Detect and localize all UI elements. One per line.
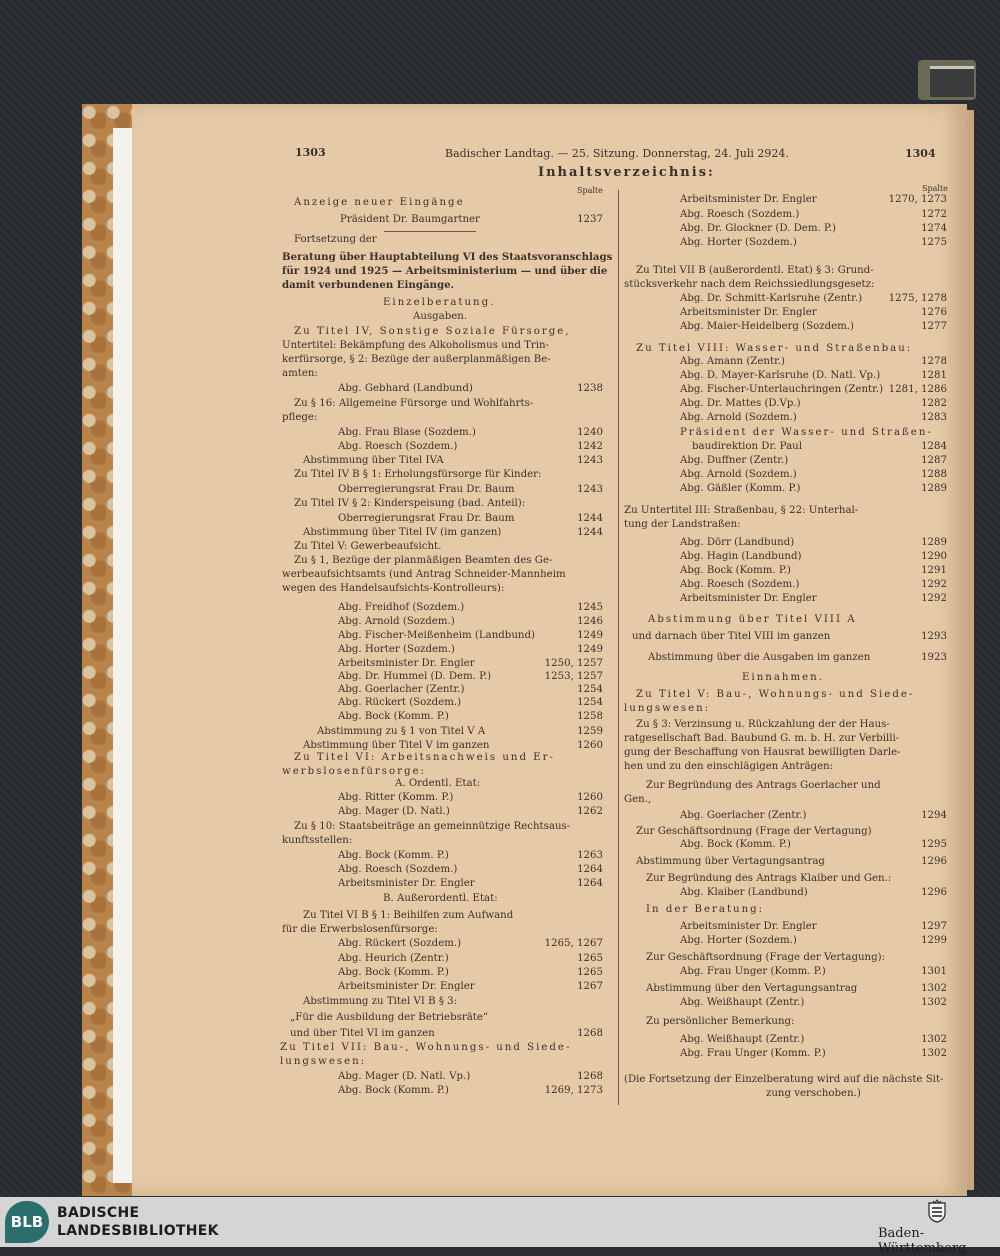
column-divider — [618, 190, 619, 1105]
toc-entry-text: Zu Titel VII B (außerordentl. Etat) § 3: Grund- — [636, 265, 874, 276]
toc-title: Inhaltsverzeichnis: — [538, 165, 715, 180]
toc-entry-text: kerfürsorge, § 2: Bezüge der außerplanmäßigen Be- — [282, 354, 551, 365]
toc-entry-text: Arbeitsminister Dr. Engler — [680, 593, 817, 604]
toc-entry-text: Abg. Dr. Mattes (D.Vp.) — [680, 398, 801, 409]
toc-entry-text: Gen., — [624, 794, 652, 805]
toc-entry-text: Arbeitsminister Dr. Engler — [680, 194, 817, 205]
toc-entry-text: Zu Untertitel III: Straßenbau, § 22: Unterhal- — [624, 505, 859, 516]
toc-entry-text: In der Beratung: — [646, 904, 765, 915]
toc-entry-text: Zu § 3: Verzinsung u. Rückzahlung der der Haus- — [636, 719, 890, 730]
toc-entry-column-number: 1272 — [921, 209, 947, 220]
toc-entry-column-number: 1269, 1273 — [544, 1085, 603, 1096]
toc-entry-text: Zur Begründung des Antrags Klaiber und Gen.: — [646, 873, 892, 884]
toc-entry-text: Präsident der Wasser- und Straßen- — [680, 427, 933, 438]
toc-entry-text: Abg. Klaiber (Landbund) — [680, 887, 808, 898]
toc-entry-text: Zu Titel IV § 2: Kinderspeisung (bad. Anteil): — [294, 498, 526, 509]
toc-entry-column-number: 1249 — [577, 644, 603, 655]
toc-entry-column-number: 1302 — [921, 983, 947, 994]
toc-entry-text: Abg. Rückert (Sozdem.) — [338, 697, 462, 708]
toc-entry-column-number: 1264 — [577, 878, 603, 889]
toc-entry-column-number: 1295 — [921, 839, 947, 850]
toc-entry-text: ratgesellschaft Bad. Baubund G. m. b. H. zur Verbilli- — [624, 733, 900, 744]
toc-entry-column-number: 1254 — [577, 697, 603, 708]
toc-entry-column-number: 1277 — [921, 321, 947, 332]
toc-entry-text: Zu Titel VII: Bau-, Wohnungs- und Siede- — [280, 1042, 572, 1053]
toc-entry-text: für 1924 und 1925 — Arbeitsministerium — und über die — [282, 265, 608, 277]
toc-entry-text: Abg. Roesch (Sozdem.) — [680, 209, 800, 220]
toc-entry-text: Abg. Weißhaupt (Zentr.) — [680, 1034, 805, 1045]
toc-entry-text: hen und zu den einschlägigen Anträgen: — [624, 761, 834, 772]
toc-entry-text: Abg. Bock (Komm. P.) — [338, 967, 449, 978]
footer-bar — [0, 1197, 1000, 1247]
toc-entry-column-number: 1265 — [577, 967, 603, 978]
book-spine-inner — [930, 66, 974, 97]
toc-entry-text: Abg. Dr. Hummel (D. Dem. P.) — [338, 671, 492, 682]
toc-entry-column-number: 1290 — [921, 551, 947, 562]
toc-entry-column-number: 1301 — [921, 966, 947, 977]
toc-entry-text: Abg. Bock (Komm. P.) — [338, 850, 449, 861]
section-rule — [384, 231, 476, 232]
toc-entry-text: Abg. Gebhard (Landbund) — [338, 383, 473, 394]
toc-entry-text: Zu Titel VIII: Wasser- und Straßenbau: — [636, 343, 913, 354]
toc-entry-text: Abg. Ritter (Komm. P.) — [338, 792, 454, 803]
toc-entry-text: Arbeitsminister Dr. Engler — [680, 307, 817, 318]
toc-entry-text: gung der Beschaffung von Hausrat bewilligten Darle- — [624, 747, 901, 758]
toc-entry-text: Abg. Goerlacher (Zentr.) — [680, 810, 807, 821]
column-label-left: Spalte — [577, 186, 603, 195]
toc-entry-column-number: 1237 — [577, 214, 603, 225]
toc-entry-column-number: 1265, 1267 — [544, 938, 603, 949]
toc-entry-column-number: 1291 — [921, 565, 947, 576]
toc-entry-text: und darnach über Titel VIII im ganzen — [632, 631, 831, 642]
toc-entry-column-number: 1268 — [577, 1071, 603, 1082]
toc-entry-column-number: 1267 — [577, 981, 603, 992]
toc-entry-column-number: 1281, 1286 — [888, 384, 947, 395]
toc-entry-text: Abg. Mager (D. Natl.) — [338, 806, 450, 817]
toc-entry-text: Abg. Roesch (Sozdem.) — [680, 579, 800, 590]
toc-entry-column-number: 1260 — [577, 792, 603, 803]
toc-entry-text: lungswesen: — [280, 1056, 367, 1067]
toc-entry-column-number: 1288 — [921, 469, 947, 480]
toc-entry-text: zung verschoben.) — [766, 1088, 861, 1099]
toc-entry-text: Präsident Dr. Baumgartner — [340, 214, 480, 225]
toc-entry-text: kunftsstellen: — [282, 835, 353, 846]
coat-of-arms-icon — [927, 1199, 947, 1223]
toc-entry-text: Abg. Frau Blase (Sozdem.) — [338, 427, 476, 438]
toc-entry-text: Zu Titel VI B § 1: Beihilfen zum Aufwand — [303, 910, 514, 921]
toc-entry-text: Abg. Arnold (Sozdem.) — [680, 412, 797, 423]
toc-entry-text: Abg. Hagin (Landbund) — [680, 551, 802, 562]
toc-entry-text: Abg. Freidhof (Sozdem.) — [338, 602, 465, 613]
toc-entry-text: Abg. Amann (Zentr.) — [680, 356, 786, 367]
toc-entry-text: Abg. Fischer-Meißenheim (Landbund) — [338, 630, 535, 641]
toc-entry-column-number: 1275, 1278 — [888, 293, 947, 304]
toc-entry-text: Zur Geschäftsordnung (Frage der Vertagung) — [636, 826, 872, 837]
toc-entry-text: Abg. Roesch (Sozdem.) — [338, 441, 458, 452]
toc-entry-text: Einzelberatung. — [383, 297, 496, 308]
toc-entry-text: Abg. D. Mayer-Karlsruhe (D. Natl. Vp.) — [680, 370, 881, 381]
toc-entry-text: Abstimmung über Titel IV (im ganzen) — [303, 527, 502, 538]
state-name: Baden-Württemberg — [878, 1226, 967, 1256]
toc-entry-text: damit verbundenen Eingänge. — [282, 279, 455, 291]
toc-entry-column-number: 1243 — [577, 484, 603, 495]
toc-entry-text: Abg. Maier-Heidelberg (Sozdem.) — [680, 321, 855, 332]
toc-entry-column-number: 1242 — [577, 441, 603, 452]
toc-entry-text: werbeaufsichtsamts (und Antrag Schneider-Mannheim — [282, 569, 566, 580]
toc-entry-column-number: 1281 — [921, 370, 947, 381]
toc-entry-text: Abg. Roesch (Sozdem.) — [338, 864, 458, 875]
toc-entry-column-number: 1289 — [921, 537, 947, 548]
toc-entry-text: und über Titel VI im ganzen — [290, 1028, 435, 1039]
toc-entry-text: Beratung über Hauptabteilung VI des Staatsvoranschlags — [282, 251, 613, 263]
toc-entry-text: Abstimmung zu Titel VI B § 3: — [303, 996, 458, 1007]
toc-entry-text: Abg. Bock (Komm. P.) — [680, 565, 791, 576]
toc-entry-text: Abg. Rückert (Sozdem.) — [338, 938, 462, 949]
toc-entry-column-number: 1299 — [921, 935, 947, 946]
toc-entry-text: Abg. Frau Unger (Komm. P.) — [680, 1048, 826, 1059]
toc-entry-text: Abg. Bock (Komm. P.) — [338, 711, 449, 722]
toc-entry-column-number: 1264 — [577, 864, 603, 875]
toc-entry-column-number: 1276 — [921, 307, 947, 318]
toc-entry-text: Anzeige neuer Eingänge — [294, 197, 465, 208]
toc-entry-text: Abg. Horter (Sozdem.) — [680, 935, 797, 946]
toc-entry-text: Untertitel: Bekämpfung des Alkoholismus und Trin- — [282, 340, 550, 351]
toc-entry-column-number: 1246 — [577, 616, 603, 627]
toc-entry-column-number: 1243 — [577, 455, 603, 466]
toc-entry-text: Zur Begründung des Antrags Goerlacher und — [646, 780, 881, 791]
toc-entry-column-number: 1244 — [577, 527, 603, 538]
toc-entry-text: pflege: — [282, 412, 318, 423]
toc-entry-column-number: 1238 — [577, 383, 603, 394]
toc-entry-column-number: 1278 — [921, 356, 947, 367]
running-title: Badischer Landtag. — 25. Sitzung. Donnerstag, 24. Juli 2924. — [445, 147, 789, 160]
toc-entry-column-number: 1254 — [577, 684, 603, 695]
toc-entry-column-number: 1258 — [577, 711, 603, 722]
toc-entry-text: Zu Titel VI: Arbeitsnachweis und Er- — [294, 752, 555, 763]
toc-entry-text: werbslosenfürsorge: — [282, 766, 426, 777]
toc-entry-column-number: 1302 — [921, 1034, 947, 1045]
toc-entry-column-number: 1296 — [921, 887, 947, 898]
column-label-right: Spalte — [922, 184, 948, 193]
toc-entry-column-number: 1262 — [577, 806, 603, 817]
toc-entry-text: Zu § 16: Allgemeine Fürsorge und Wohlfahrts- — [294, 398, 534, 409]
toc-entry-column-number: 1294 — [921, 810, 947, 821]
toc-entry-column-number: 1259 — [577, 726, 603, 737]
toc-entry-text: Abstimmung über die Ausgaben im ganzen — [648, 652, 871, 663]
toc-entry-text: Abstimmung über Titel V im ganzen — [303, 740, 490, 751]
toc-entry-text: Zu Titel IV B § 1: Erholungsfürsorge für Kinder: — [294, 469, 542, 480]
toc-entry-text: Abstimmung zu § 1 von Titel V A — [317, 726, 486, 737]
toc-entry-column-number: 1302 — [921, 997, 947, 1008]
toc-entry-column-number: 1250, 1257 — [544, 658, 603, 669]
toc-entry-column-number: 1292 — [921, 593, 947, 604]
toc-entry-text: Abg. Horter (Sozdem.) — [338, 644, 455, 655]
toc-entry-text: Abg. Arnold (Sozdem.) — [680, 469, 797, 480]
toc-entry-text: baudirektion Dr. Paul — [692, 441, 802, 452]
toc-entry-column-number: 1244 — [577, 513, 603, 524]
toc-entry-text: Abg. Bock (Komm. P.) — [680, 839, 791, 850]
toc-entry-text: Abg. Bock (Komm. P.) — [338, 1085, 449, 1096]
toc-entry-column-number: 1274 — [921, 223, 947, 234]
toc-entry-column-number: 1293 — [921, 631, 947, 642]
toc-entry-text: Abstimmung über Titel VIII A — [648, 614, 857, 625]
toc-entry-text: Abstimmung über den Vertagungsantrag — [646, 983, 858, 994]
toc-entry-text: B. Außerordentl. Etat: — [383, 893, 498, 904]
library-name-line1: BADISCHE — [57, 1205, 140, 1221]
toc-entry-text: Abg. Mager (D. Natl. Vp.) — [338, 1071, 471, 1082]
toc-entry-text: Abstimmung über Titel IVA — [303, 455, 444, 466]
toc-entry-column-number: 1249 — [577, 630, 603, 641]
toc-entry-text: Zu Titel IV, Sonstige Soziale Fürsorge, — [294, 326, 571, 337]
toc-entry-column-number: 1282 — [921, 398, 947, 409]
toc-entry-text: Zu Titel V: Gewerbeaufsicht. — [294, 541, 442, 552]
toc-entry-text: Abg. Dr. Glockner (D. Dem. P.) — [680, 223, 836, 234]
toc-entry-text: Zur Geschäftsordnung (Frage der Vertagung): — [646, 952, 886, 963]
page-number-right: 1304 — [905, 147, 936, 160]
toc-entry-text: Zu persönlicher Bemerkung: — [646, 1016, 795, 1027]
toc-entry-column-number: 1245 — [577, 602, 603, 613]
toc-entry-column-number: 1270, 1273 — [888, 194, 947, 205]
toc-entry-text: (Die Fortsetzung der Einzelberatung wird auf die nächste Sit- — [624, 1074, 944, 1085]
blb-logo[interactable]: BLB — [5, 1201, 49, 1243]
toc-entry-text: Abg. Gäßler (Komm. P.) — [680, 483, 801, 494]
toc-entry-column-number: 1292 — [921, 579, 947, 590]
toc-entry-text: Zu § 1, Bezüge der planmäßigen Beamten des Ge- — [294, 555, 553, 566]
toc-entry-column-number: 1297 — [921, 921, 947, 932]
toc-entry-text: Arbeitsminister Dr. Engler — [680, 921, 817, 932]
toc-entry-text: stücksverkehr nach dem Reichssiedlungsgesetz: — [624, 279, 875, 290]
toc-entry-text: Einnahmen. — [742, 672, 824, 683]
toc-entry-text: wegen des Handelsaufsichts-Kontrolleurs): — [282, 583, 505, 594]
toc-entry-column-number: 1263 — [577, 850, 603, 861]
toc-entry-column-number: 1287 — [921, 455, 947, 466]
toc-entry-text: lungswesen: — [624, 703, 711, 714]
page-number-left: 1303 — [295, 146, 326, 159]
toc-entry-column-number: 1240 — [577, 427, 603, 438]
toc-entry-column-number: 1302 — [921, 1048, 947, 1059]
toc-entry-text: Abstimmung über Vertagungsantrag — [636, 856, 825, 867]
toc-entry-text: amten: — [282, 368, 318, 379]
toc-entry-text: Zu § 10: Staatsbeiträge an gemeinnützige Rechtsaus- — [294, 821, 571, 832]
toc-entry-column-number: 1283 — [921, 412, 947, 423]
toc-entry-text: Arbeitsminister Dr. Engler — [338, 878, 475, 889]
toc-entry-column-number: 1284 — [921, 441, 947, 452]
toc-entry-text: Abg. Goerlacher (Zentr.) — [338, 684, 465, 695]
toc-entry-text: Abg. Dr. Schmitt-Karlsruhe (Zentr.) — [680, 293, 863, 304]
toc-entry-text: Abg. Arnold (Sozdem.) — [338, 616, 455, 627]
toc-entry-text: Oberregierungsrat Frau Dr. Baum — [338, 484, 515, 495]
toc-entry-text: tung der Landstraßen: — [624, 519, 741, 530]
toc-entry-text: Abg. Fischer-Unterlauchringen (Zentr.) — [680, 384, 884, 395]
toc-entry-text: Oberregierungsrat Frau Dr. Baum — [338, 513, 515, 524]
toc-entry-text: Abg. Duffner (Zentr.) — [680, 455, 789, 466]
toc-entry-text: Arbeitsminister Dr. Engler — [338, 981, 475, 992]
library-name-line2: LANDESBIBLIOTHEK — [57, 1223, 219, 1239]
toc-entry-text: Abg. Weißhaupt (Zentr.) — [680, 997, 805, 1008]
toc-entry-column-number: 1296 — [921, 856, 947, 867]
toc-entry-text: Arbeitsminister Dr. Engler — [338, 658, 475, 669]
toc-entry-text: Fortsetzung der — [294, 234, 377, 245]
toc-entry-column-number: 1253, 1257 — [544, 671, 603, 682]
toc-entry-text: Zu Titel V: Bau-, Wohnungs- und Siede- — [636, 689, 915, 700]
toc-entry-column-number: 1268 — [577, 1028, 603, 1039]
toc-entry-text: Abg. Heurich (Zentr.) — [338, 953, 449, 964]
toc-entry-column-number: 1260 — [577, 740, 603, 751]
toc-entry-text: A. Ordentl. Etat: — [395, 778, 481, 789]
toc-entry-text: Ausgaben. — [413, 311, 468, 322]
toc-entry-text: Abg. Dörr (Landbund) — [680, 537, 795, 548]
toc-entry-column-number: 1289 — [921, 483, 947, 494]
toc-entry-column-number: 1275 — [921, 237, 947, 248]
toc-entry-text: Abg. Frau Unger (Komm. P.) — [680, 966, 826, 977]
toc-entry-text: Abg. Horter (Sozdem.) — [680, 237, 797, 248]
toc-entry-text: für die Erwerbslosenfürsorge: — [282, 924, 438, 935]
toc-entry-column-number: 1923 — [921, 652, 947, 663]
toc-entry-text: „Für die Ausbildung der Betriebsräte“ — [290, 1012, 489, 1023]
toc-entry-column-number: 1265 — [577, 953, 603, 964]
